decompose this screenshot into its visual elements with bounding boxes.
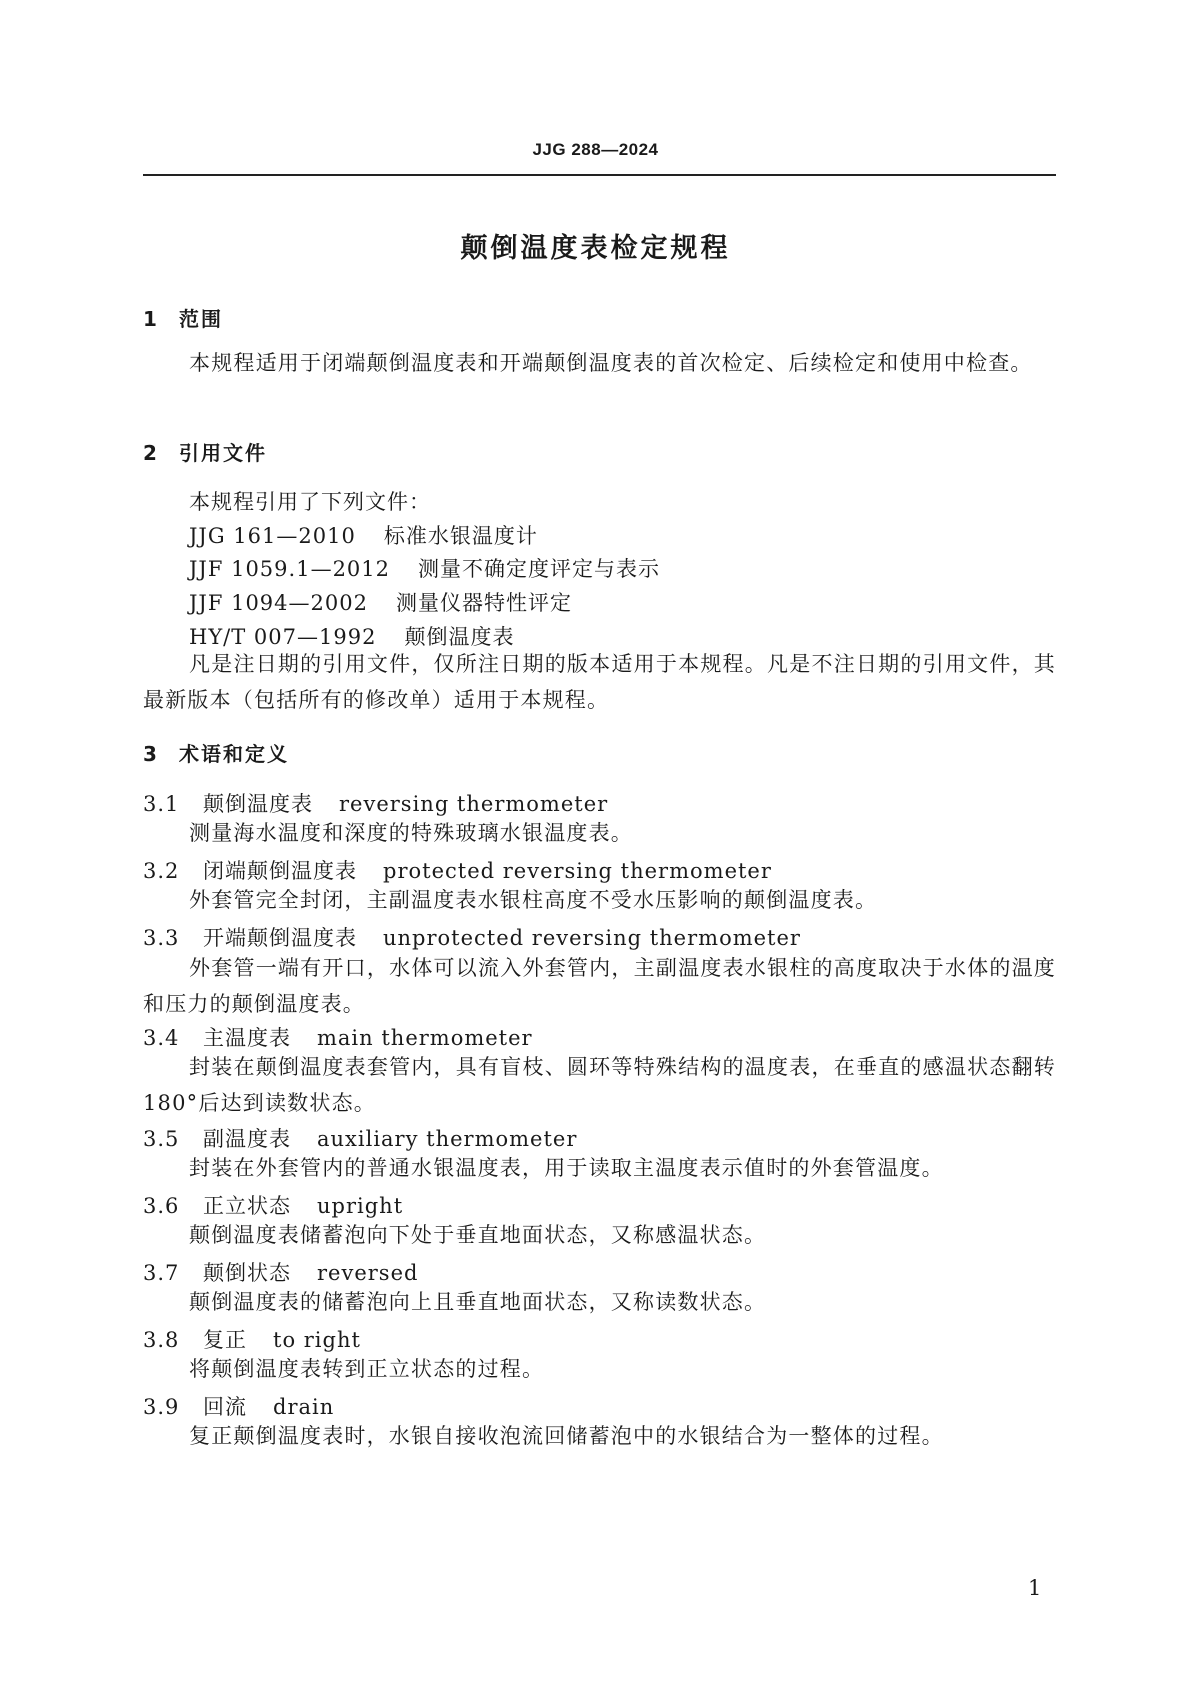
term-number: 3.7 xyxy=(143,1261,180,1285)
term-definition: 颠倒温度表储蓄泡向下处于垂直地面状态，又称感温状态。 xyxy=(189,1223,767,1247)
references-intro: 本规程引用了下列文件： xyxy=(189,490,431,514)
reference-item xyxy=(189,553,660,583)
term-definition: 复正颠倒温度表时，水银自接收泡流回储蓄泡中的水银结合为一整体的过程。 xyxy=(189,1424,944,1448)
reference-name: 测量不确定度评定与表示 xyxy=(418,557,661,581)
reference-item xyxy=(189,520,538,550)
term-number: 3.3 xyxy=(143,926,180,950)
scope-paragraph: 本规程适用于闭端颠倒温度表和开端颠倒温度表的首次检定、后续检定和使用中检查。 xyxy=(189,351,1033,375)
section-title: 范围 xyxy=(179,307,223,331)
term-definition: 封装在外套管内的普通水银温度表，用于读取主温度表示值时的外套管温度。 xyxy=(189,1156,944,1180)
term-definition: 封装在颠倒温度表套管内，具有盲枝、圆环等特殊结构的温度表，在垂直的感温状态翻转 180°后达到读数状态。 xyxy=(143,1055,1056,1115)
references-note: 凡是注日期的引用文件，仅所注日期的版本适用于本规程。凡是不注日期的引用文件，其最新版本（包括所有的修改单）适用于本规程。 xyxy=(143,652,1056,712)
term-definition: 颠倒温度表的储蓄泡向上且垂直地面状态，又称读数状态。 xyxy=(189,1290,767,1314)
term-heading xyxy=(143,1123,577,1153)
term-heading xyxy=(143,855,772,885)
term-definition: 外套管完全封闭，主副温度表水银柱高度不受水压影响的颠倒温度表。 xyxy=(189,888,878,912)
term-definition: 外套管一端有开口，水体可以流入外套管内，主副温度表水银柱的高度取决于水体的温度和压力的颠倒温度表。 xyxy=(143,956,1056,1016)
term-chinese: 主温度表 xyxy=(203,1026,291,1050)
header-divider xyxy=(143,174,1056,176)
reference-code: JJF 1094—2002 xyxy=(189,591,368,615)
term-english: main thermometer xyxy=(317,1026,533,1050)
section-title: 引用文件 xyxy=(179,441,267,465)
reference-item xyxy=(189,587,572,617)
term-number: 3.1 xyxy=(143,792,180,816)
term-heading xyxy=(143,1190,403,1220)
term-chinese: 正立状态 xyxy=(203,1194,291,1218)
reference-name: 颠倒温度表 xyxy=(404,625,515,649)
section-number: 1 xyxy=(143,307,159,331)
section-number: 2 xyxy=(143,441,159,465)
term-heading xyxy=(143,922,801,952)
section-title: 术语和定义 xyxy=(179,742,289,766)
term-number: 3.9 xyxy=(143,1395,180,1419)
term-english: reversed xyxy=(317,1261,419,1285)
term-english: to right xyxy=(273,1328,361,1352)
term-definition: 将颠倒温度表转到正立状态的过程。 xyxy=(189,1357,545,1381)
reference-code: HY/T 007—1992 xyxy=(189,625,377,649)
document-title: 颠倒温度表检定规程 xyxy=(460,233,731,264)
section-2-heading xyxy=(143,437,267,466)
term-english: protected reversing thermometer xyxy=(383,859,772,883)
term-heading xyxy=(143,1391,334,1421)
term-chinese: 复正 xyxy=(203,1328,247,1352)
term-heading xyxy=(143,1257,418,1287)
reference-name: 测量仪器特性评定 xyxy=(395,591,572,615)
term-chinese: 闭端颠倒温度表 xyxy=(203,859,357,883)
term-chinese: 回流 xyxy=(203,1395,247,1419)
term-heading xyxy=(143,788,608,818)
term-heading xyxy=(143,1324,361,1354)
section-1-heading xyxy=(143,303,223,332)
page-number: 1 xyxy=(1028,1576,1042,1600)
term-number: 3.5 xyxy=(143,1127,180,1151)
term-number: 3.8 xyxy=(143,1328,180,1352)
term-chinese: 颠倒状态 xyxy=(203,1261,291,1285)
term-english: unprotected reversing thermometer xyxy=(383,926,801,950)
term-english: reversing thermometer xyxy=(339,792,609,816)
term-chinese: 开端颠倒温度表 xyxy=(203,926,357,950)
term-definition: 测量海水温度和深度的特殊玻璃水银温度表。 xyxy=(189,821,633,845)
reference-code: JJF 1059.1—2012 xyxy=(189,557,391,581)
term-number: 3.2 xyxy=(143,859,180,883)
standard-code: JJG 288—2024 xyxy=(532,140,659,159)
term-english: drain xyxy=(273,1395,335,1419)
section-3-heading xyxy=(143,738,289,767)
section-number: 3 xyxy=(143,742,159,766)
term-number: 3.4 xyxy=(143,1026,180,1050)
reference-name: 标准水银温度计 xyxy=(383,524,538,548)
reference-code: JJG 161—2010 xyxy=(189,524,356,548)
term-heading xyxy=(143,1022,533,1052)
term-chinese: 颠倒温度表 xyxy=(203,792,313,816)
term-number: 3.6 xyxy=(143,1194,180,1218)
term-chinese: 副温度表 xyxy=(203,1127,291,1151)
term-english: auxiliary thermometer xyxy=(317,1127,578,1151)
term-english: upright xyxy=(317,1194,404,1218)
